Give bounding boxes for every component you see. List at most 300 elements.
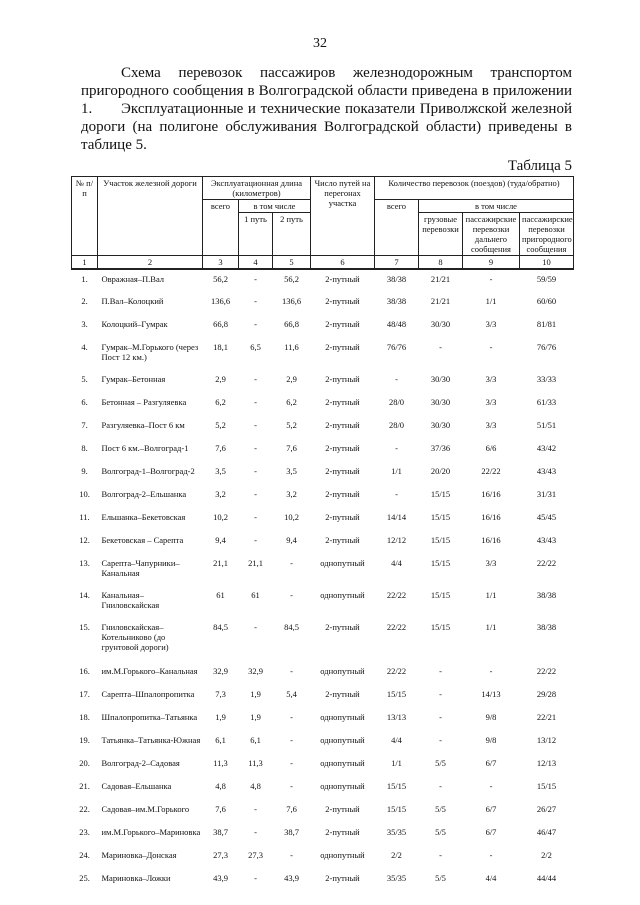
freight-trains: 21/21	[430, 296, 451, 306]
length-one-track: -	[254, 489, 257, 499]
route-name: Колоцкий–Гумрак	[101, 319, 168, 329]
table-row	[72, 439, 574, 462]
route-name: Волгоград-1–Волгоград-2	[101, 466, 195, 476]
track-count: 2-путный	[325, 689, 360, 699]
length-one-track: 6,1	[250, 735, 261, 745]
length-total: 66,8	[213, 319, 228, 329]
route-name: Шпалопропитка–Татьянка	[101, 712, 198, 722]
page-number: 32	[313, 36, 327, 51]
route-name: Садовая–Ельшанка	[101, 781, 172, 791]
length-one-track: 6,5	[250, 342, 261, 352]
length-one-track: -	[254, 466, 257, 476]
route-name: Гниловскайская–Котельниково (до грунтовой дороги)	[101, 622, 169, 652]
row-number: 2.	[81, 296, 88, 306]
track-count: 2-путный	[325, 374, 360, 384]
row-number: 21.	[79, 781, 90, 791]
freight-trains: 30/30	[430, 319, 451, 329]
length-total: 10,2	[213, 512, 228, 522]
trains-total: 22/22	[386, 590, 407, 600]
table-row	[72, 315, 574, 338]
length-two-track: -	[290, 712, 293, 722]
row-number: 13.	[79, 558, 90, 568]
length-two-track: 6,2	[286, 397, 297, 407]
row-number: 20.	[79, 758, 90, 768]
railway-table	[71, 176, 574, 892]
trains-total: 15/15	[386, 689, 407, 699]
row-number: 6.	[81, 397, 88, 407]
suburban-trains: 22/21	[536, 712, 557, 722]
trains-total: -	[395, 489, 398, 499]
long-distance-trains: -	[489, 274, 493, 284]
table-row	[72, 777, 574, 800]
suburban-trains: 44/44	[536, 873, 557, 883]
table-row	[72, 800, 574, 823]
track-count: 2-путный	[325, 443, 360, 453]
row-number: 16.	[79, 666, 90, 676]
freight-trains: 30/30	[430, 374, 451, 384]
length-one-track: 4,8	[250, 781, 261, 791]
track-count: однопутный	[320, 735, 365, 745]
long-distance-trains: 22/22	[481, 466, 501, 476]
row-number: 17.	[79, 689, 90, 699]
route-name: Канальная–Гниловскайская	[101, 590, 160, 610]
freight-trains: 15/15	[430, 622, 451, 632]
freight-trains: -	[439, 342, 442, 352]
table-body	[72, 269, 574, 892]
freight-trains: 21/21	[430, 274, 451, 284]
length-total: 6,1	[215, 735, 226, 745]
long-distance-trains: 6/7	[485, 758, 497, 768]
length-one-track: -	[254, 319, 257, 329]
length-two-track: -	[290, 558, 293, 568]
freight-trains: 5/5	[435, 827, 446, 837]
length-total: 5,2	[215, 420, 226, 430]
track-count: однопутный	[320, 712, 365, 722]
suburban-trains: 12/13	[536, 758, 557, 768]
track-count: 2-путный	[325, 804, 360, 814]
trains-total: 14/14	[386, 512, 407, 522]
trains-total: 4/4	[391, 735, 402, 745]
header-tracks: Число путей на перегонах участка	[311, 177, 375, 256]
suburban-trains: 22/22	[536, 558, 557, 568]
col-number: 1	[72, 256, 98, 270]
header-trains-total: всего	[375, 200, 419, 256]
table-row	[72, 618, 574, 662]
table-row	[72, 462, 574, 485]
freight-trains: 15/15	[430, 558, 451, 568]
long-distance-trains: -	[489, 342, 493, 352]
track-count: 2-путный	[325, 296, 360, 306]
length-two-track: 136,6	[281, 296, 302, 306]
long-distance-trains: -	[489, 850, 493, 860]
length-total: 7,6	[215, 804, 226, 814]
trains-total: 22/22	[386, 622, 407, 632]
row-number: 19.	[79, 735, 90, 745]
header-suburban: пассажирские перевозки пригородного сообщения	[520, 213, 574, 256]
table-row	[72, 708, 574, 731]
suburban-trains: 43/42	[536, 443, 557, 453]
table-row	[72, 554, 574, 586]
trains-total: 2/2	[391, 850, 402, 860]
col-number: 9	[463, 256, 520, 270]
track-count: однопутный	[320, 758, 365, 768]
header-freight: грузовые перевозки	[419, 213, 463, 256]
track-count: 2-путный	[325, 420, 360, 430]
trains-total: 12/12	[386, 535, 407, 545]
table-row	[72, 869, 574, 892]
length-one-track: -	[254, 397, 257, 407]
route-name: Мариновка–Донская	[101, 850, 177, 860]
table-row	[72, 338, 574, 370]
length-one-track: -	[254, 827, 257, 837]
trains-total: 35/35	[386, 827, 407, 837]
trains-total: 38/38	[386, 296, 407, 306]
suburban-trains: 46/47	[536, 827, 557, 837]
row-number: 7.	[81, 420, 88, 430]
row-number: 23.	[79, 827, 90, 837]
track-count: 2-путный	[325, 319, 360, 329]
freight-trains: -	[439, 712, 442, 722]
length-one-track: -	[254, 512, 257, 522]
long-distance-trains: 9/8	[485, 735, 497, 745]
length-total: 11,3	[213, 758, 228, 768]
track-count: однопутный	[320, 850, 365, 860]
long-distance-trains: 3/3	[485, 558, 497, 568]
length-total: 4,8	[215, 781, 226, 791]
length-two-track: -	[290, 781, 293, 791]
route-name: им.М.Горького–Канальная	[101, 666, 198, 676]
header-path1: 1 путь	[239, 213, 273, 256]
header-route: Участок железной дороги	[98, 177, 203, 256]
route-name: П.Вал–Колоцкий	[101, 296, 164, 306]
freight-trains: 5/5	[435, 804, 446, 814]
long-distance-trains: 1/1	[485, 622, 497, 632]
route-name: Гумрак–М.Горького (через Пост 12 км.)	[101, 342, 199, 362]
suburban-trains: 31/31	[536, 489, 557, 499]
route-name: им.М.Горького–Мариновка	[101, 827, 201, 837]
table-row	[72, 370, 574, 393]
length-one-track: 61	[251, 590, 260, 600]
row-number: 9.	[81, 466, 88, 476]
track-count: 2-путный	[325, 873, 360, 883]
paragraph-indicators: Эксплуатационные и технические показатели Приволжской железной дороги (на полигоне обслуживания Волгоградской области) приведены в таблице 5.	[81, 101, 572, 153]
length-two-track: 5,4	[286, 689, 297, 699]
length-two-track: 2,9	[286, 374, 297, 384]
length-two-track: 3,2	[286, 489, 297, 499]
suburban-trains: 45/45	[536, 512, 557, 522]
long-distance-trains: 3/3	[485, 374, 497, 384]
length-total: 38,7	[213, 827, 228, 837]
header-num: № п/п	[72, 177, 98, 256]
length-total: 6,2	[215, 397, 226, 407]
route-name: Волгоград-2–Садовая	[101, 758, 180, 768]
trains-total: 1/1	[391, 466, 402, 476]
suburban-trains: 38/38	[536, 590, 557, 600]
header-trains-incl: в том числе	[419, 200, 574, 213]
trains-total: -	[395, 443, 398, 453]
freight-trains: 20/20	[430, 466, 451, 476]
long-distance-trains: -	[489, 666, 493, 676]
row-number: 24.	[79, 850, 90, 860]
suburban-trains: 61/33	[536, 397, 557, 407]
track-count: 2-путный	[325, 466, 360, 476]
long-distance-trains: 1/1	[485, 590, 497, 600]
length-two-track: 7,6	[286, 443, 297, 453]
row-number: 15.	[79, 622, 90, 632]
length-one-track: -	[254, 804, 257, 814]
length-one-track: 32,9	[248, 666, 263, 676]
route-name: Татьянка–Татьянка-Южная	[101, 735, 201, 745]
freight-trains: -	[439, 735, 442, 745]
suburban-trains: 43/43	[536, 466, 557, 476]
freight-trains: 5/5	[435, 758, 446, 768]
length-one-track: 1,9	[250, 689, 261, 699]
length-total: 18,1	[213, 342, 228, 352]
route-name: Бекетовская – Сарепта	[101, 535, 184, 545]
route-name: Сарепта–Чапурники–Канальная	[101, 558, 180, 578]
length-two-track: 7,6	[286, 804, 297, 814]
route-name: Овражная–П.Вал	[101, 274, 165, 284]
length-two-track: 43,9	[284, 873, 299, 883]
length-total: 84,5	[213, 622, 228, 632]
length-total: 9,4	[215, 535, 226, 545]
length-total: 136,6	[210, 296, 231, 306]
track-count: однопутный	[320, 590, 365, 600]
track-count: однопутный	[320, 558, 365, 568]
trains-total: 76/76	[386, 342, 407, 352]
length-two-track: 84,5	[284, 622, 299, 632]
long-distance-trains: 3/3	[485, 319, 497, 329]
col-number: 7	[375, 256, 419, 270]
freight-trains: -	[439, 689, 442, 699]
table-row	[72, 269, 574, 292]
route-name: Гумрак–Бетонная	[101, 374, 166, 384]
length-two-track: 38,7	[284, 827, 299, 837]
length-total: 32,9	[213, 666, 228, 676]
length-one-track: -	[254, 873, 257, 883]
trains-total: 28/0	[388, 397, 405, 407]
length-total: 21,1	[213, 558, 228, 568]
suburban-trains: 51/51	[536, 420, 557, 430]
long-distance-trains: 4/4	[485, 873, 497, 883]
length-two-track: -	[290, 758, 293, 768]
long-distance-trains: 3/3	[485, 420, 497, 430]
table-caption: Таблица 5	[507, 158, 572, 174]
table-row	[72, 685, 574, 708]
trains-total: 38/38	[386, 274, 407, 284]
route-name: Садовая–им.М.Горького	[101, 804, 190, 814]
table-row	[72, 292, 574, 315]
suburban-trains: 33/33	[536, 374, 557, 384]
track-count: 2-путный	[325, 397, 360, 407]
col-number: 6	[311, 256, 375, 270]
suburban-trains: 43/43	[536, 535, 557, 545]
route-name: Волгоград-2–Ельшанка	[101, 489, 187, 499]
long-distance-trains: 16/16	[481, 489, 501, 499]
length-two-track: -	[290, 850, 293, 860]
freight-trains: 15/15	[430, 535, 451, 545]
track-count: однопутный	[320, 781, 365, 791]
suburban-trains: 60/60	[536, 296, 557, 306]
length-one-track: -	[254, 296, 257, 306]
header-path2: 2 путь	[273, 213, 311, 256]
length-two-track: 56,2	[284, 274, 299, 284]
route-name: Разгуляевка–Пост 6 км	[101, 420, 185, 430]
length-total: 2,9	[215, 374, 226, 384]
freight-trains: 15/15	[430, 512, 451, 522]
col-number: 4	[239, 256, 273, 270]
row-number: 3.	[81, 319, 88, 329]
suburban-trains: 15/15	[536, 781, 557, 791]
length-total: 7,6	[215, 443, 226, 453]
long-distance-trains: 3/3	[485, 397, 497, 407]
table-row	[72, 531, 574, 554]
row-number: 11.	[79, 512, 90, 522]
long-distance-trains: 16/16	[481, 512, 501, 522]
length-one-track: -	[254, 443, 257, 453]
length-total: 3,2	[215, 489, 226, 499]
route-name: Ельшанка–Бекетовская	[101, 512, 186, 522]
row-number: 14.	[79, 590, 90, 600]
freight-trains: 15/15	[430, 489, 451, 499]
route-name: Пост 6 км.–Волгоград-1	[101, 443, 189, 453]
length-total: 1,9	[215, 712, 226, 722]
length-total: 27,3	[213, 850, 228, 860]
length-two-track: -	[290, 735, 293, 745]
paragraph-scheme: Схема перевозок пассажиров железнодорожным транспортом пригородного сообщения в Волгоградской области приведена в приложении 1.	[81, 65, 572, 117]
length-one-track: 11,3	[248, 758, 263, 768]
freight-trains: -	[439, 666, 442, 676]
long-distance-trains: 16/16	[481, 535, 501, 545]
track-count: 2-путный	[325, 827, 360, 837]
length-one-track: -	[254, 535, 257, 545]
table-row	[72, 731, 574, 754]
header-long-dist: пассажирские перевозки дальнего сообщения	[463, 213, 520, 256]
freight-trains: 37/36	[430, 443, 451, 453]
col-number: 8	[419, 256, 463, 270]
length-two-track: -	[290, 590, 293, 600]
suburban-trains: 29/28	[536, 689, 557, 699]
trains-total: 28/0	[388, 420, 405, 430]
track-count: 2-путный	[325, 535, 360, 545]
column-number-row	[72, 256, 574, 270]
length-total: 56,2	[213, 274, 228, 284]
long-distance-trains: 14/13	[481, 689, 501, 699]
col-number: 5	[273, 256, 311, 270]
trains-total: 13/13	[386, 712, 407, 722]
suburban-trains: 2/2	[541, 850, 552, 860]
track-count: 2-путный	[325, 512, 360, 522]
row-number: 12.	[79, 535, 90, 545]
freight-trains: 30/30	[430, 420, 451, 430]
length-two-track: 11,6	[284, 342, 299, 352]
length-total: 61	[216, 590, 225, 600]
header-trains: Количество перевозок (поездов) (туда/обратно)	[375, 177, 574, 200]
header-length-incl: в том числе	[239, 200, 311, 213]
length-two-track: -	[290, 666, 293, 676]
header-length: Эксплуатационная длина (километров)	[203, 177, 311, 200]
table-row	[72, 485, 574, 508]
trains-total: 15/15	[386, 804, 407, 814]
table-row	[72, 823, 574, 846]
suburban-trains: 13/12	[536, 735, 557, 745]
trains-total: -	[395, 374, 398, 384]
suburban-trains: 22/22	[536, 666, 557, 676]
col-number: 3	[203, 256, 239, 270]
row-number: 22.	[79, 804, 90, 814]
track-count: 2-путный	[325, 342, 360, 352]
length-total: 7,3	[215, 689, 226, 699]
freight-trains: -	[439, 850, 442, 860]
row-number: 18.	[79, 712, 90, 722]
route-name: Бетонная – Разгуляевка	[101, 397, 187, 407]
trains-total: 15/15	[386, 781, 407, 791]
row-number: 1.	[81, 274, 88, 284]
route-name: Мариновка–Ложки	[101, 873, 171, 883]
col-number: 10	[520, 256, 574, 270]
suburban-trains: 38/38	[536, 622, 557, 632]
trains-total: 48/48	[386, 319, 407, 329]
table-row	[72, 586, 574, 618]
trains-total: 1/1	[391, 758, 402, 768]
long-distance-trains: -	[489, 781, 493, 791]
length-two-track: 9,4	[286, 535, 297, 545]
col-number: 2	[98, 256, 203, 270]
length-total: 43,9	[213, 873, 228, 883]
length-one-track: 27,3	[248, 850, 263, 860]
freight-trains: -	[439, 781, 442, 791]
header-length-total: всего	[203, 200, 239, 256]
route-name: Сарепта–Шпалопропитка	[101, 689, 195, 699]
track-count: 2-путный	[325, 622, 360, 632]
trains-total: 4/4	[391, 558, 402, 568]
row-number: 25.	[79, 873, 90, 883]
trains-total: 22/22	[386, 666, 407, 676]
row-number: 5.	[81, 374, 88, 384]
long-distance-trains: 6/6	[485, 443, 497, 453]
row-number: 4.	[81, 342, 88, 352]
length-one-track: -	[254, 374, 257, 384]
row-number: 8.	[81, 443, 88, 453]
long-distance-trains: 9/8	[485, 712, 497, 722]
length-two-track: 5,2	[286, 420, 297, 430]
suburban-trains: 59/59	[536, 274, 557, 284]
table-row	[72, 662, 574, 685]
long-distance-trains: 6/7	[485, 827, 497, 837]
trains-total: 35/35	[386, 873, 407, 883]
length-one-track: -	[254, 622, 257, 632]
length-two-track: 3,5	[286, 466, 297, 476]
length-two-track: 10,2	[284, 512, 299, 522]
table-row	[72, 508, 574, 531]
long-distance-trains: 1/1	[485, 296, 497, 306]
table-row	[72, 393, 574, 416]
row-number: 10.	[79, 489, 90, 499]
long-distance-trains: 6/7	[485, 804, 497, 814]
suburban-trains: 26/27	[536, 804, 557, 814]
length-one-track: -	[254, 420, 257, 430]
length-one-track: 1,9	[250, 712, 261, 722]
table-row	[72, 416, 574, 439]
track-count: 2-путный	[325, 274, 360, 284]
track-count: однопутный	[320, 666, 365, 676]
track-count: 2-путный	[325, 489, 360, 499]
length-one-track: -	[254, 274, 257, 284]
length-two-track: 66,8	[284, 319, 299, 329]
freight-trains: 30/30	[430, 397, 451, 407]
table-row	[72, 754, 574, 777]
freight-trains: 5/5	[435, 873, 446, 883]
